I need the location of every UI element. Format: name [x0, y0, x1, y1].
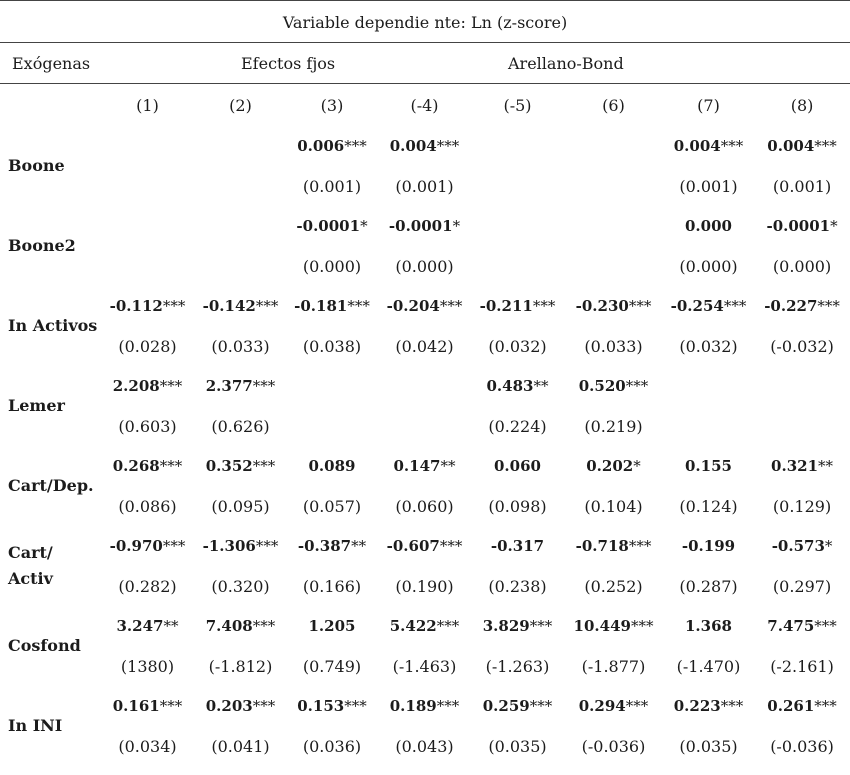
- coefficient-value: 0.294: [578, 697, 626, 715]
- standard-error-cell: (0.626): [211, 416, 270, 436]
- standard-error-row: [0, 406, 850, 446]
- significance-stars: ***: [628, 297, 652, 315]
- coefficient-value: 0.352: [205, 457, 253, 475]
- standard-error-cell: [378, 406, 471, 446]
- coefficient-cell: [286, 286, 378, 326]
- coefficient-cell: [663, 286, 754, 326]
- coefficient-cell: [195, 446, 286, 486]
- column-number-row: [0, 84, 850, 127]
- standard-error-cell: (0.749): [302, 656, 362, 676]
- significance-stars: *: [824, 537, 833, 555]
- coefficient-value: 2.208: [112, 377, 160, 395]
- variable-label: In Activos: [8, 316, 98, 335]
- standard-error-cell: (-1.470): [676, 656, 741, 676]
- column-number: (1): [136, 95, 159, 115]
- column-number: (7): [697, 95, 720, 115]
- standard-error-cell: (-1.463): [392, 656, 457, 676]
- coefficient-value: -0.211: [479, 297, 533, 315]
- significance-stars: ***: [255, 537, 279, 555]
- coefficient-row: [0, 286, 850, 326]
- significance-stars: ***: [817, 297, 840, 315]
- standard-error-cell: (0.057): [302, 496, 362, 516]
- coefficient-cell: [754, 366, 850, 406]
- coefficient-row: [0, 446, 850, 486]
- significance-stars: ***: [252, 617, 276, 635]
- standard-error-cell: (-1.877): [581, 656, 646, 676]
- significance-stars: ***: [436, 137, 460, 155]
- standard-error-cell: (-0.032): [770, 336, 834, 356]
- coefficient-cell: [286, 686, 378, 726]
- coefficient-cell: [663, 366, 754, 406]
- significance-stars: ***: [529, 697, 553, 715]
- standard-error-cell: [564, 246, 663, 286]
- standard-error-cell: (0.166): [302, 576, 362, 596]
- coefficient-cell: [286, 526, 378, 566]
- coefficient-cell: [378, 526, 471, 566]
- standard-error-cell: (0.219): [584, 416, 643, 436]
- table-title-row: [0, 1, 850, 43]
- standard-error-cell: [195, 246, 286, 286]
- standard-error-cell: [663, 406, 754, 446]
- coefficient-cell: [100, 446, 195, 486]
- column-number: (2): [229, 95, 252, 115]
- coefficient-value: 0.520: [578, 377, 626, 395]
- standard-error-row: [0, 566, 850, 606]
- variable-label: Cart/ Activ: [8, 543, 53, 588]
- standard-error-cell: (0.001): [772, 176, 832, 196]
- significance-stars: **: [818, 457, 834, 475]
- coefficient-value: 0.268: [112, 457, 160, 475]
- coefficient-cell: [378, 366, 471, 406]
- significance-stars: ***: [252, 457, 276, 475]
- significance-stars: ***: [532, 297, 556, 315]
- significance-stars: ***: [252, 377, 276, 395]
- empty-corner-cell: [0, 84, 100, 127]
- standard-error-cell: (0.060): [395, 496, 454, 516]
- significance-stars: ***: [255, 297, 279, 315]
- coefficient-value: -0.0001: [766, 217, 831, 235]
- group-header-row: [0, 43, 850, 84]
- standard-error-cell: (0.603): [118, 416, 177, 436]
- coefficient-cell: [286, 206, 378, 246]
- coefficient-value: -1.306: [202, 537, 256, 555]
- coefficient-value: 0.203: [205, 697, 253, 715]
- standard-error-cell: (0.028): [118, 336, 177, 356]
- standard-error-cell: [286, 406, 378, 446]
- coefficient-cell: [286, 366, 378, 406]
- standard-error-cell: (-0.036): [770, 736, 834, 756]
- standard-error-cell: [100, 246, 195, 286]
- coefficient-value: -0.0001: [296, 217, 361, 235]
- coefficient-cell: [100, 126, 195, 166]
- standard-error-cell: (0.095): [211, 496, 270, 516]
- coefficient-value: -0.204: [386, 297, 440, 315]
- standard-error-cell: (0.033): [211, 336, 270, 356]
- standard-error-cell: (-1.263): [485, 656, 550, 676]
- standard-error-row: [0, 646, 850, 686]
- coefficient-cell: [195, 606, 286, 646]
- coefficient-cell: [663, 446, 754, 486]
- coefficient-value: 0.006: [297, 137, 345, 155]
- standard-error-cell: (0.034): [118, 736, 177, 756]
- significance-stars: *: [633, 457, 641, 475]
- coefficient-value: 10.449: [573, 617, 631, 635]
- standard-error-cell: [471, 166, 564, 206]
- standard-error-cell: (0.032): [679, 336, 738, 356]
- variable-label: Boone2: [8, 236, 76, 255]
- significance-stars: ***: [436, 617, 460, 635]
- coefficient-cell: [754, 206, 850, 246]
- coefficient-cell: [100, 526, 195, 566]
- significance-stars: ***: [347, 297, 370, 315]
- coefficient-cell: [471, 526, 564, 566]
- coefficient-cell: [286, 126, 378, 166]
- standard-error-cell: (0.000): [395, 256, 454, 276]
- standard-error-cell: (0.035): [488, 736, 547, 756]
- coefficient-value: -0.254: [670, 297, 724, 315]
- significance-stars: ***: [436, 697, 460, 715]
- exogenous-label: Exógenas: [0, 43, 195, 84]
- significance-stars: ***: [814, 137, 837, 155]
- significance-stars: ***: [439, 537, 463, 555]
- significance-stars: ***: [159, 697, 183, 715]
- coefficient-cell: [286, 446, 378, 486]
- coefficient-cell: [564, 286, 663, 326]
- standard-error-cell: (0.035): [679, 736, 738, 756]
- coefficient-value: 0.202: [586, 457, 634, 475]
- coefficient-value: 0.004: [673, 137, 721, 155]
- coefficient-row: [0, 606, 850, 646]
- coefficient-value: 3.247: [116, 617, 164, 635]
- significance-stars: ***: [814, 697, 837, 715]
- standard-error-cell: (-0.036): [581, 736, 646, 756]
- standard-error-cell: (0.033): [584, 336, 643, 356]
- column-number: (-4): [410, 95, 439, 115]
- coefficient-value: -0.227: [764, 297, 818, 315]
- significance-stars: ***: [628, 537, 652, 555]
- coefficient-row: [0, 526, 850, 566]
- column-number: (3): [320, 95, 344, 115]
- coefficient-value: -0.230: [575, 297, 629, 315]
- coefficient-value: 0.259: [482, 697, 530, 715]
- standard-error-cell: (-1.812): [208, 656, 273, 676]
- standard-error-cell: (0.042): [395, 336, 454, 356]
- significance-stars: **: [533, 377, 549, 395]
- standard-error-cell: (0.032): [488, 336, 547, 356]
- coefficient-cell: [100, 206, 195, 246]
- coefficient-value: 0.155: [685, 457, 732, 475]
- coefficient-row: [0, 126, 850, 166]
- coefficient-value: 2.377: [205, 377, 253, 395]
- standard-error-cell: (0.190): [395, 576, 454, 596]
- coefficient-cell: [663, 606, 754, 646]
- coefficient-value: 0.189: [389, 697, 437, 715]
- coefficient-cell: [564, 126, 663, 166]
- coefficient-cell: [100, 686, 195, 726]
- coefficient-value: 0.161: [112, 697, 160, 715]
- standard-error-cell: (0.098): [488, 496, 547, 516]
- standard-error-cell: (0.001): [679, 176, 738, 196]
- standard-error-cell: (0.124): [679, 496, 738, 516]
- coefficient-cell: [754, 286, 850, 326]
- coefficient-cell: [195, 526, 286, 566]
- significance-stars: ***: [162, 297, 186, 315]
- standard-error-cell: (0.001): [302, 176, 362, 196]
- significance-stars: ***: [252, 697, 276, 715]
- coefficient-cell: [471, 366, 564, 406]
- standard-error-cell: (0.000): [302, 256, 362, 276]
- significance-stars: ***: [630, 617, 654, 635]
- coefficient-cell: [100, 366, 195, 406]
- coefficient-cell: [471, 446, 564, 486]
- coefficient-value: -0.573: [771, 537, 825, 555]
- significance-stars: ***: [162, 537, 186, 555]
- coefficient-cell: [564, 606, 663, 646]
- standard-error-cell: [754, 406, 850, 446]
- significance-stars: **: [163, 617, 179, 635]
- standard-error-cell: (1380): [120, 656, 175, 676]
- coefficient-cell: [471, 126, 564, 166]
- standard-error-row: [0, 166, 850, 206]
- coefficient-cell: [195, 126, 286, 166]
- coefficient-value: 0.223: [673, 697, 721, 715]
- column-number: (6): [602, 95, 625, 115]
- coefficient-value: -0.142: [202, 297, 256, 315]
- coefficient-value: -0.181: [294, 297, 348, 315]
- coefficient-cell: [378, 126, 471, 166]
- variable-label: In INI: [8, 716, 63, 735]
- coefficient-cell: [754, 446, 850, 486]
- standard-error-row: [0, 326, 850, 366]
- standard-error-row: [0, 246, 850, 286]
- coefficient-cell: [564, 446, 663, 486]
- coefficient-cell: [564, 206, 663, 246]
- coefficient-cell: [471, 206, 564, 246]
- standard-error-cell: (0.000): [772, 256, 832, 276]
- coefficient-value: 0.089: [308, 457, 356, 475]
- coefficient-row: [0, 206, 850, 246]
- standard-error-cell: (0.036): [302, 736, 362, 756]
- significance-stars: ***: [529, 617, 553, 635]
- coefficient-value: 7.408: [205, 617, 253, 635]
- coefficient-value: 0.060: [494, 457, 541, 475]
- coefficient-cell: [195, 366, 286, 406]
- variable-label: Cart/Dep.: [8, 476, 94, 495]
- coefficient-row: [0, 366, 850, 406]
- coefficient-cell: [378, 446, 471, 486]
- significance-stars: ***: [344, 137, 367, 155]
- variable-label: Lemer: [8, 396, 65, 415]
- coefficient-value: 0.000: [685, 217, 732, 235]
- significance-stars: ***: [625, 697, 649, 715]
- coefficient-value: 7.475: [767, 617, 815, 635]
- significance-stars: ***: [159, 457, 183, 475]
- standard-error-cell: [195, 166, 286, 206]
- coefficient-value: 3.829: [482, 617, 530, 635]
- coefficient-cell: [754, 126, 850, 166]
- arellano-bond-group-label: Arellano-Bond: [378, 43, 850, 84]
- coefficient-cell: [663, 126, 754, 166]
- coefficient-value: 1.205: [308, 617, 356, 635]
- standard-error-cell: (0.038): [302, 336, 362, 356]
- coefficient-cell: [564, 686, 663, 726]
- significance-stars: ***: [720, 697, 744, 715]
- significance-stars: ***: [439, 297, 463, 315]
- standard-error-cell: (0.287): [679, 576, 738, 596]
- standard-error-cell: (0.041): [211, 736, 270, 756]
- standard-error-cell: (0.000): [679, 256, 738, 276]
- standard-error-cell: [564, 166, 663, 206]
- significance-stars: ***: [723, 297, 747, 315]
- coefficient-value: -0.607: [386, 537, 440, 555]
- coefficient-value: 0.004: [389, 137, 437, 155]
- column-number: (8): [790, 95, 814, 115]
- significance-stars: *: [360, 217, 368, 235]
- coefficient-cell: [378, 686, 471, 726]
- standard-error-cell: (0.043): [395, 736, 454, 756]
- coefficient-cell: [754, 526, 850, 566]
- coefficient-cell: [100, 286, 195, 326]
- standard-error-cell: [471, 246, 564, 286]
- coefficient-cell: [195, 206, 286, 246]
- significance-stars: **: [440, 457, 456, 475]
- table-title: Variable dependie nte: Ln (z-score): [0, 1, 850, 43]
- coefficient-value: -0.112: [109, 297, 163, 315]
- coefficient-value: 0.147: [393, 457, 441, 475]
- coefficient-cell: [471, 286, 564, 326]
- standard-error-cell: (0.238): [488, 576, 547, 596]
- coefficient-value: 5.422: [389, 617, 437, 635]
- coefficient-value: -0.970: [109, 537, 163, 555]
- coefficient-cell: [378, 286, 471, 326]
- variable-label: Cosfond: [8, 636, 81, 655]
- standard-error-cell: (0.224): [488, 416, 547, 436]
- coefficient-cell: [100, 606, 195, 646]
- coefficient-value: 0.004: [767, 137, 815, 155]
- standard-error-cell: (-2.161): [770, 656, 834, 676]
- significance-stars: ***: [625, 377, 649, 395]
- standard-error-cell: (0.320): [211, 576, 270, 596]
- significance-stars: *: [452, 217, 461, 235]
- coefficient-cell: [754, 606, 850, 646]
- coefficient-cell: [195, 286, 286, 326]
- coefficient-cell: [471, 686, 564, 726]
- coefficient-value: -0.387: [297, 537, 352, 555]
- standard-error-cell: (0.001): [395, 176, 454, 196]
- coefficient-value: 0.153: [297, 697, 345, 715]
- column-number: (-5): [503, 95, 532, 115]
- standard-error-cell: (0.086): [118, 496, 177, 516]
- standard-error-cell: (0.297): [772, 576, 832, 596]
- coefficient-cell: [564, 526, 663, 566]
- coefficient-value: -0.0001: [388, 217, 453, 235]
- coefficient-cell: [195, 686, 286, 726]
- significance-stars: ***: [814, 617, 837, 635]
- standard-error-row: [0, 726, 850, 766]
- significance-stars: **: [351, 537, 367, 555]
- coefficient-cell: [378, 606, 471, 646]
- standard-error-cell: (0.252): [584, 576, 643, 596]
- fixed-effects-group-label: Efectos fjos: [195, 43, 378, 84]
- coefficient-cell: [754, 686, 850, 726]
- coefficient-cell: [564, 366, 663, 406]
- significance-stars: *: [830, 217, 838, 235]
- coefficient-value: -0.317: [490, 537, 545, 555]
- coefficient-value: 0.483: [486, 377, 534, 395]
- coefficient-value: 0.321: [771, 457, 819, 475]
- coefficient-value: -0.718: [575, 537, 629, 555]
- coefficient-value: 1.368: [685, 617, 732, 635]
- standard-error-cell: (0.282): [118, 576, 177, 596]
- significance-stars: ***: [720, 137, 744, 155]
- coefficient-value: -0.199: [681, 537, 736, 555]
- variable-label: Boone: [8, 156, 65, 175]
- significance-stars: ***: [344, 697, 367, 715]
- standard-error-row: [0, 486, 850, 526]
- standard-error-cell: (0.129): [772, 496, 832, 516]
- coefficient-cell: [471, 606, 564, 646]
- coefficient-value: 0.261: [767, 697, 815, 715]
- standard-error-cell: (0.104): [584, 496, 643, 516]
- coefficient-cell: [286, 606, 378, 646]
- coefficient-cell: [663, 686, 754, 726]
- significance-stars: ***: [159, 377, 183, 395]
- coefficient-cell: [663, 526, 754, 566]
- coefficient-row: [0, 686, 850, 726]
- standard-error-cell: [100, 166, 195, 206]
- coefficient-cell: [663, 206, 754, 246]
- coefficient-cell: [378, 206, 471, 246]
